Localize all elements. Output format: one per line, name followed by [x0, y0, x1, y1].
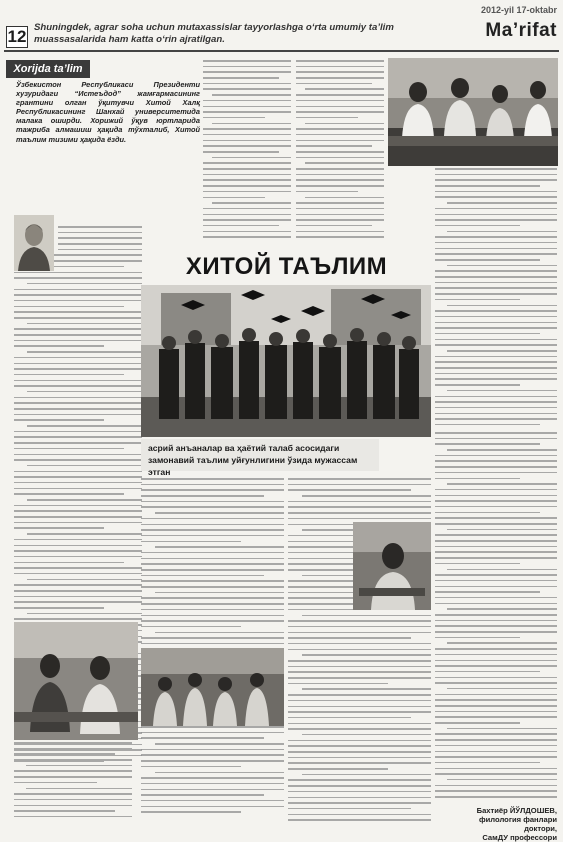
page-number: 12 — [7, 27, 27, 46]
body-text-column-8 — [14, 742, 132, 826]
author-portrait — [14, 215, 54, 271]
student-photo — [353, 522, 431, 610]
article-lead: Ўзбекистон Республикаси Президенти хузуридаги “Истеъдод” жамғармасининг грантини олган ўқитувчи Хитой Халқ Республикасининг Шанхай университетида малака оширди. Хорижий ўқув юртларида тажриба алмашиш ҳақида тўхталиб, Хитой таълим тизими ҳақида ёзди. — [16, 80, 200, 144]
rubric-label: Xorijda ta’lim — [6, 60, 90, 78]
body-text-column-3 — [296, 60, 384, 238]
article-headline: ХИТОЙ ТАЪЛИМ — [185, 253, 388, 280]
body-text-column-5 — [435, 432, 557, 802]
photo-caption: асрий анъаналар ва ҳаётий талаб асосидаги замонавий таълим уйғунлигини ўзида мужассам этган — [148, 443, 358, 477]
header-slogan: Shuningdek, agrar soha uchun mutaxassislar tayyorlashga o‘rta umumiy ta’lim muassasalarida ham katta o‘rin ajratilgan. — [34, 22, 394, 45]
body-text-column-9 — [141, 726, 284, 822]
issue-date: 2012-yil 17-oktabr — [480, 5, 557, 15]
header-divider — [4, 50, 559, 52]
lecture-photo — [141, 648, 284, 726]
library-photo — [14, 622, 138, 740]
author-signature: Бахтиёр ЙЎЛДОШЕВ, филология фанлари доктори, СамДУ профессори — [476, 806, 557, 842]
graduation-photo — [141, 285, 431, 437]
body-text-column-4 — [435, 168, 557, 430]
classroom-photo — [388, 58, 558, 166]
body-text-column-2 — [203, 60, 291, 238]
section-title: Ma’rifat — [485, 20, 557, 41]
